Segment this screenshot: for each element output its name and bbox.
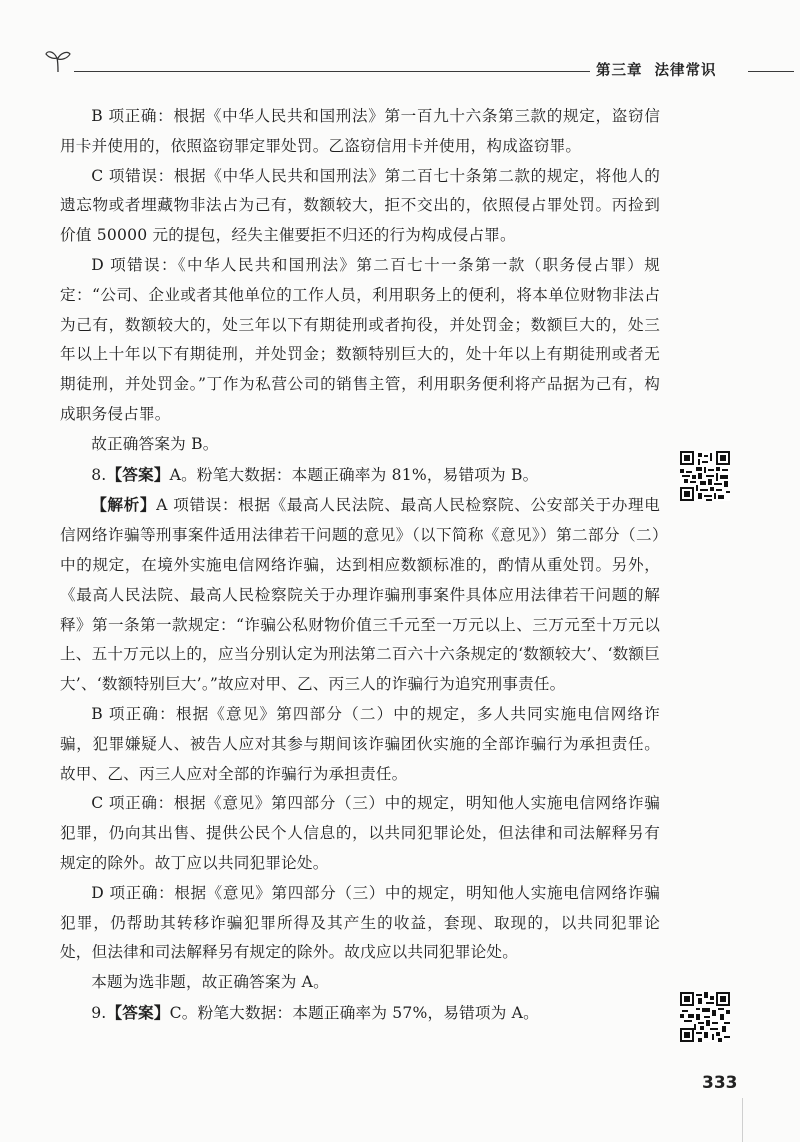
chapter-label: 第三章 [596, 63, 643, 79]
qr-code-icon[interactable] [680, 451, 730, 501]
page-number: 333 [702, 1073, 738, 1093]
paragraph: B 项正确：根据《意见》第四部分（二）中的规定，多人共同实施电信网络诈骗，犯罪嫌疑人、被告人应对其参与期间该诈骗团伙实施的全部诈骗行为承担责任。故甲、乙、丙三人应对全部的诈骗行为承担责任。 [60, 704, 660, 783]
answer-8: 8.【答案】A。粉笔大数据：本题正确率为 81%，易错项为 B。 [91, 464, 539, 484]
paragraph: D 项正确：根据《意见》第四部分（三）中的规定，明知他人实施电信网络诈骗犯罪，仍帮助其转移诈骗犯罪所得及其产生的收益，套现、取现的，以共同犯罪论处，但法律和司法解释另有规定的除外。故戊应以共同犯罪论处。 [60, 883, 660, 962]
analysis-tag: 【解析】 [91, 495, 157, 515]
header-rule [74, 71, 590, 72]
chapter-title: 法律常识 [654, 63, 717, 79]
paragraph: 故正确答案为 B。 [91, 434, 219, 453]
page-divider [742, 1098, 743, 1142]
paragraph: C 项正确：根据《意见》第四部分（三）中的规定，明知他人实施电信网络诈骗犯罪，仍向其出售、提供公民个人信息的，以共同犯罪论处，但法律和司法解释另有规定的除外。故丁应以共同犯罪论处。 [60, 794, 660, 872]
page-body [60, 102, 660, 1029]
sprout-logo-icon [44, 46, 72, 74]
running-header [596, 59, 717, 80]
qr-code-icon[interactable] [680, 992, 730, 1042]
answer-tag: 【答案】 [106, 1002, 170, 1022]
paragraph: D 项错误：《中华人民共和国刑法》第二百七十一条第一款（职务侵占罪）规定：“公司、企业或者其他单位的工作人员，利用职务上的便利，将本单位财物非法占为己有，数额较大的，处三年以下有期徒刑或者拘役，并处罚金；数额巨大的，处三年以上十年以下有期徒刑，并处罚金；数额特别巨大的，处十年以上有期徒刑或者无期徒刑，并处罚金。”丁作为私营公司的销售主管，利用职务便利将产品据为己有，构成职务侵占罪。 [60, 255, 660, 423]
header-rule-right [748, 71, 794, 72]
paragraph: B 项正确：根据《中华人民共和国刑法》第一百九十六条第三款的规定，盗窃信用卡并使用的，依照盗窃罪定罪处罚。乙盗窃信用卡并使用，构成盗窃罪。 [60, 107, 660, 155]
paragraph: C 项错误：根据《中华人民共和国刑法》第二百七十条第二款的规定，将他人的遗忘物或者埋藏物非法占为己有，数额较大，拒不交出的，依照侵占罪处罚。丙捡到价值 50000 元的提包，经失主催要拒不归还的行为构成侵占罪。 [60, 166, 660, 245]
paragraph: 本题为选非题，故正确答案为 A。 [91, 973, 329, 992]
answer-9: 9.【答案】C。粉笔大数据：本题正确率为 57%，易错项为 A。 [91, 1002, 539, 1022]
analysis-8: 【解析】A 项错误：根据《最高人民法院、最高人民检察院、公安部关于办理电信网络诈骗等刑事案件适用法律若干问题的意见》（以下简称《意见》）第二部分（二）中的规定，在境外实施电信网络诈骗，达到相应数额标准的，酌情从重处罚。另外，《最高人民法院、最高人民检察院关于办理诈骗刑事案件具体应用法律若干问题的解释》第一条第一款规定：“诈骗公私财物价值三千元至一万元以上、三万元至十万元以上、五十万元以上的，应当分别认定为刑法第二百六十六条规定的‘数额较大’、‘数额巨大’、‘数额特别巨大’。”故应对甲、乙、丙三人的诈骗行为追究刑事责任。 [60, 495, 660, 694]
answer-tag: 【答案】 [106, 464, 170, 484]
